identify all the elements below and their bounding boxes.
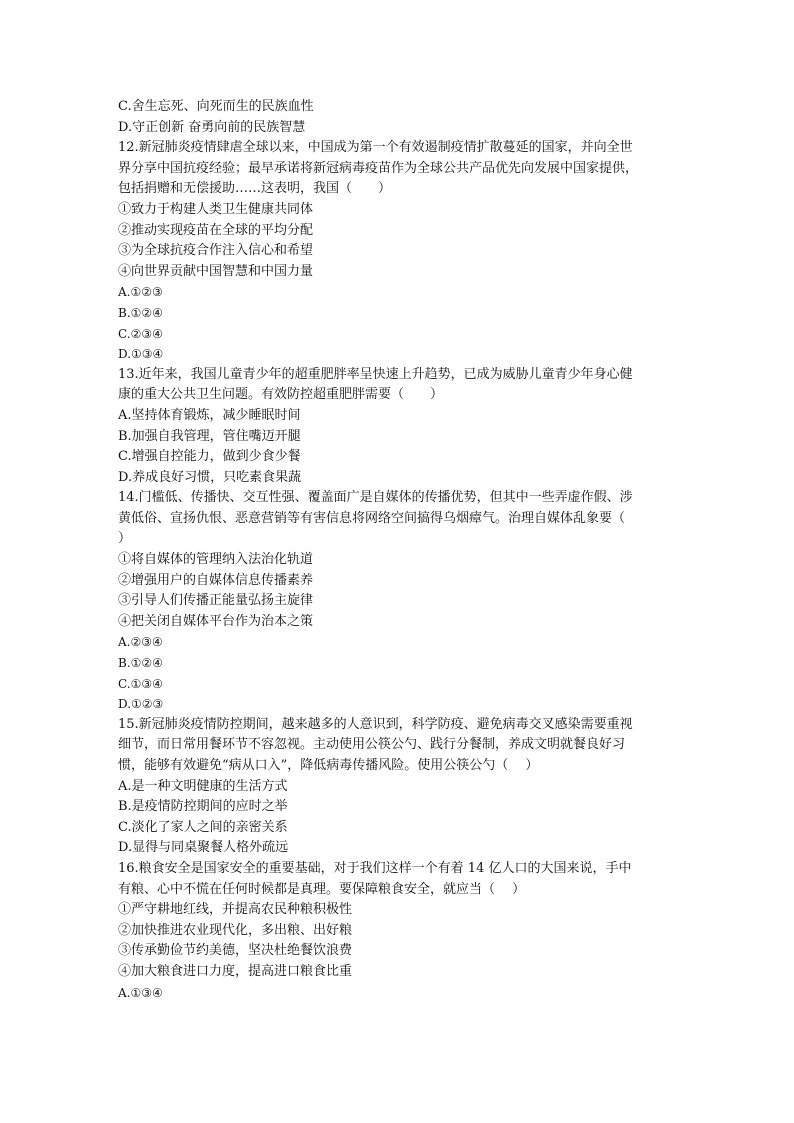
question-14-text: ） xyxy=(118,531,132,547)
option-line: D.显得与同桌聚餐人格外疏远 xyxy=(118,840,289,856)
question-12-text: 包括捐赠和无偿援助……这表明，我国（ ） xyxy=(118,181,392,197)
option-line: C.舍生忘死、向死而生的民族血性 xyxy=(118,99,314,114)
question-15-text: 细节，而日常用餐环节不容忽视。主动使用公筷公勺、践行分餐制，养成文明就餐良好习 xyxy=(118,737,626,753)
question-12-text: 界分享中国抗疫经验；最早承诺将新冠病毒疫苗作为全球公共产品优先向发展中国家提供， xyxy=(118,160,639,176)
question-15-text: 惯，能够有效避免“病从口入”，降低病毒传播风险。使用公筷公勺（ ） xyxy=(118,758,539,773)
option-line: A.②③④ xyxy=(118,635,163,650)
statement-line: ②推动实现疫苗在全球的平均分配 xyxy=(118,222,314,238)
option-line: D.①②③ xyxy=(118,697,164,712)
option-line: B.加强自我管理，管住嘴迈开腿 xyxy=(118,428,301,444)
option-line: D.守正创新 奋勇向前的民族智慧 xyxy=(118,119,306,135)
option-line: A.坚持体育锻炼，减少睡眠时间 xyxy=(118,407,301,423)
option-line: A.①②③ xyxy=(118,285,163,300)
question-16-text: 16.粮食安全是国家安全的重要基础，对于我们这样一个有着 14 亿人口的大国来说，手中 xyxy=(118,860,632,876)
option-line: C.①③④ xyxy=(118,676,163,691)
statement-line: ②加快推进农业现代化，多出粮、出好粮 xyxy=(118,922,353,938)
question-16-text: 有粮、心中不慌在任何时候都是真理。要保障粮食安全，就应当（ ） xyxy=(118,881,526,897)
exam-page xyxy=(118,97,678,1003)
statement-line: ④加大粮食进口力度，提高进口粮食比重 xyxy=(118,963,353,979)
statement-line: ①将自媒体的管理纳入法治化轨道 xyxy=(118,552,314,568)
question-14-text: 黄低俗、宣扬仇恨、恶意营销等有害信息将网络空间搞得乌烟瘴气。治理自媒体乱象要（ xyxy=(118,510,626,526)
statement-line: ③引导人们传播正能量弘扬主旋律 xyxy=(118,593,314,609)
option-line: C.淡化了家人之间的亲密关系 xyxy=(118,819,288,835)
statement-line: ④向世界贡献中国智慧和中国力量 xyxy=(118,263,314,279)
option-line: D.①③④ xyxy=(118,347,164,362)
option-line: C.增强自控能力，做到少食少餐 xyxy=(118,449,301,465)
statement-line: ②增强用户的自媒体信息传播素养 xyxy=(118,572,314,588)
option-line: B.①②④ xyxy=(118,305,163,320)
option-line: A.①③④ xyxy=(118,985,163,1000)
question-14-text: 14.门槛低、传播快、交互性强、覆盖面广是自媒体的传播优势，但其中一些弄虚作假、涉 xyxy=(118,490,633,506)
statement-line: ①致力于构建人类卫生健康共同体 xyxy=(118,201,314,217)
option-line: B.①②④ xyxy=(118,656,163,671)
statement-line: ①严守耕地红线，并提高农民种粮积极性 xyxy=(118,902,353,918)
option-line: D.养成良好习惯，只吃素食果蔬 xyxy=(118,469,302,485)
question-15-text: 15.新冠肺炎疫情防控期间，越来越多的人意识到，科学防疫、避免病毒交叉感染需要重视 xyxy=(118,716,633,732)
statement-line: ④把关闭自媒体平台作为治本之策 xyxy=(118,613,314,629)
question-13-text: 康的重大公共卫生问题。有效防控超重肥胖需要（ ） xyxy=(118,387,444,403)
question-13-text: 13.近年来，我国儿童青少年的超重肥胖率呈快速上升趋势，已成为威胁儿童青少年身心健 xyxy=(118,366,633,382)
statement-line: ③为全球抗疫合作注入信心和希望 xyxy=(118,243,314,259)
option-line: A.是一种文明健康的生活方式 xyxy=(118,778,288,794)
option-line: B.是疫情防控期间的应时之举 xyxy=(118,799,288,815)
option-line: C.②③④ xyxy=(118,326,163,341)
statement-line: ③传承勤俭节约美德，坚决杜绝餐饮浪费 xyxy=(118,943,353,959)
question-12-text: 12.新冠肺炎疫情肆虐全球以来，中国成为第一个有效遏制疫情扩散蔓延的国家，并向全世 xyxy=(118,140,633,156)
